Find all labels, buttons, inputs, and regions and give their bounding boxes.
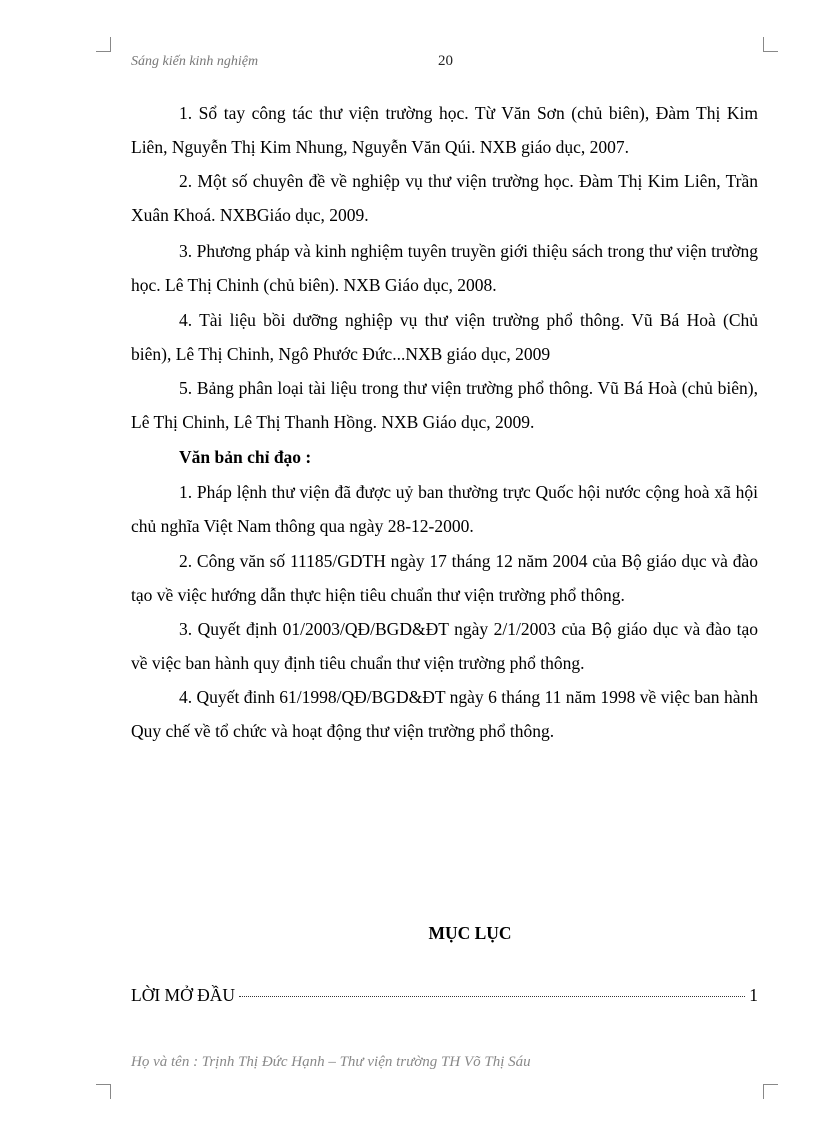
page-number: 20: [438, 53, 453, 69]
toc-entry-page: 1: [749, 985, 758, 1005]
header-title: Sáng kiến kinh nghiệm: [131, 54, 259, 69]
toc-entry-label: LỜI MỞ ĐẦU: [131, 985, 236, 1005]
reference-item: 5. Bảng phân loại tài liệu trong thư viện trường phổ thông. Vũ Bá Hoà (chủ biên), Lê Thị Chinh, Lê Thị Thanh Hồng. NXB Giáo dục, 2009.: [131, 378, 758, 432]
toc-title: MỤC LỤC: [428, 923, 512, 943]
directive-item: 2. Công văn số 11185/GDTH ngày 17 tháng 12 năm 2004 của Bộ giáo dục và đào tạo về việc hướng dẫn thực hiện tiêu chuẩn thư viện trường phổ thông.: [131, 551, 758, 605]
crop-mark-top-right: [763, 37, 778, 52]
toc-dot-leader: [239, 996, 745, 997]
reference-item: 1. Sổ tay công tác thư viện trường học. Từ Văn Sơn (chủ biên), Đàm Thị Kim Liên, Nguyễn Thị Kim Nhung, Nguyễn Văn Qúi. NXB giáo dục, 2007.: [131, 103, 758, 157]
directive-item: 1. Pháp lệnh thư viện đã được uỷ ban thường trực Quốc hội nước cộng hoà xã hội chủ nghĩa Việt Nam thông qua ngày 28-12-2000.: [131, 482, 758, 536]
directives-heading: Văn bản chỉ đạo :: [179, 447, 312, 467]
directive-item: 4. Quyết đinh 61/1998/QĐ/BGD&ĐT ngày 6 tháng 11 năm 1998 về việc ban hành Quy chế về tổ chức và hoạt động thư viện trường phổ thông.: [131, 687, 758, 741]
crop-mark-bottom-right: [763, 1084, 778, 1099]
reference-item: 2. Một số chuyên đề về nghiệp vụ thư viện trường học. Đàm Thị Kim Liên, Trần Xuân Khoá. NXBGiáo dục, 2009.: [131, 171, 758, 225]
footer-author: Họ và tên : Trịnh Thị Đức Hạnh – Thư viện trường TH Võ Thị Sáu: [131, 1054, 531, 1070]
directive-item: 3. Quyết định 01/2003/QĐ/BGD&ĐT ngày 2/1/2003 của Bộ giáo dục và đào tạo về việc ban hành quy định tiêu chuẩn thư viện trường phổ thông.: [131, 619, 758, 673]
reference-item: 3. Phương pháp và kinh nghiệm tuyên truyền giới thiệu sách trong thư viện trường học. Lê Thị Chinh (chủ biên). NXB Giáo dục, 2008.: [131, 241, 758, 295]
crop-mark-bottom-left: [96, 1084, 111, 1099]
reference-item: 4. Tài liệu bồi dưỡng nghiệp vụ thư viện trường phổ thông. Vũ Bá Hoà (Chủ biên), Lê Thị Chinh, Ngô Phước Đức...NXB giáo dục, 2009: [131, 310, 758, 364]
toc-entry[interactable]: [131, 985, 758, 1006]
crop-mark-top-left: [96, 37, 111, 52]
